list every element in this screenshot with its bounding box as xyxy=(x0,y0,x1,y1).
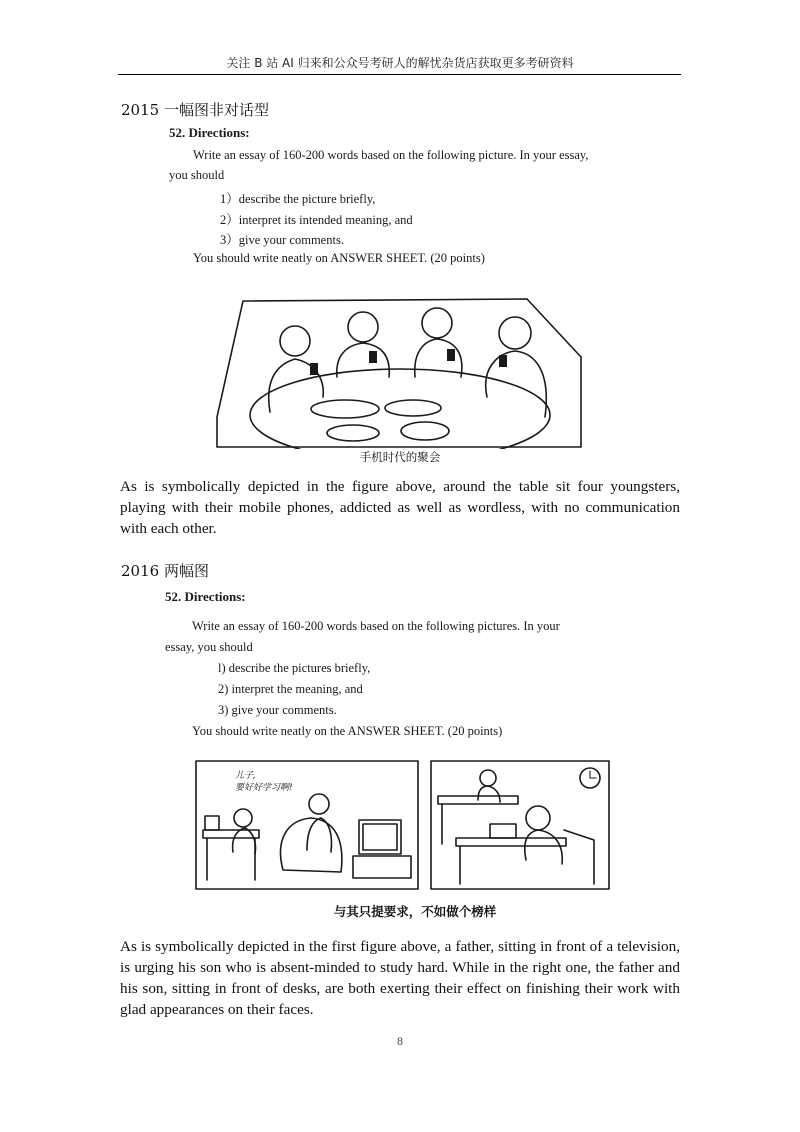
section-title-2015: 2015 一幅图非对话型 xyxy=(121,101,269,119)
paragraph-2016: As is symbolically depicted in the first figure above, a father, sitting in front of a television, is urging his son who is absent-minded to study hard. While in the right one, the father and his son, sitting in front of desks, are both exerting their effect on finishing their work with glad appearances on their faces. xyxy=(120,938,680,1018)
figure-2016-caption: 与其只提要求，不如做个榜样 xyxy=(333,904,497,919)
directions-heading-2015: 52. Directions: xyxy=(169,125,250,140)
paragraph-2015: As is symbolically depicted in the figure above, around the table sit four youngsters, playing with their mobile phones, addicted as well as wordless, with no communication with each other. xyxy=(120,478,680,537)
figure-2016-right-panel xyxy=(430,760,610,890)
figure-2015-illustration xyxy=(215,297,585,449)
page-number: 8 xyxy=(397,1034,403,1048)
directions-heading-2016: 52. Directions: xyxy=(165,589,246,604)
directions-item1-2016: l) describe the pictures briefly, xyxy=(218,661,371,675)
directions-item3-2015: 3）give your comments. xyxy=(220,233,344,247)
header-rule xyxy=(118,74,681,75)
directions-item1-2015: 1）describe the picture briefly, xyxy=(220,192,376,206)
directions-line1-2015: Write an essay of 160-200 words based on the following picture. In your essay, xyxy=(193,148,589,162)
directions-line1-2016: Write an essay of 160-200 words based on the following pictures. In your xyxy=(192,619,560,633)
directions-note-2016: You should write neatly on the ANSWER SHEET. (20 points) xyxy=(192,724,503,738)
directions-item3-2016: 3) give your comments. xyxy=(218,703,337,717)
page-header: 关注 B 站 AI 归来和公众号考研人的解忧杂货店获取更多考研资料 xyxy=(226,56,574,70)
figure-2015-caption: 手机时代的聚会 xyxy=(359,450,441,464)
speech-bubble-line2: 要好好学习啊! xyxy=(235,783,293,793)
directions-note-2015: You should write neatly on ANSWER SHEET. (20 points) xyxy=(193,251,485,265)
directions-item2-2016: 2) interpret the meaning, and xyxy=(218,682,363,696)
directions-line2-2016: essay, you should xyxy=(165,640,253,654)
directions-line2-2015: you should xyxy=(169,168,225,182)
directions-item2-2015: 2）interpret its intended meaning, and xyxy=(220,213,413,227)
speech-bubble-line1: 儿子, xyxy=(235,771,256,781)
section-title-2016: 2016 两幅图 xyxy=(121,562,209,580)
